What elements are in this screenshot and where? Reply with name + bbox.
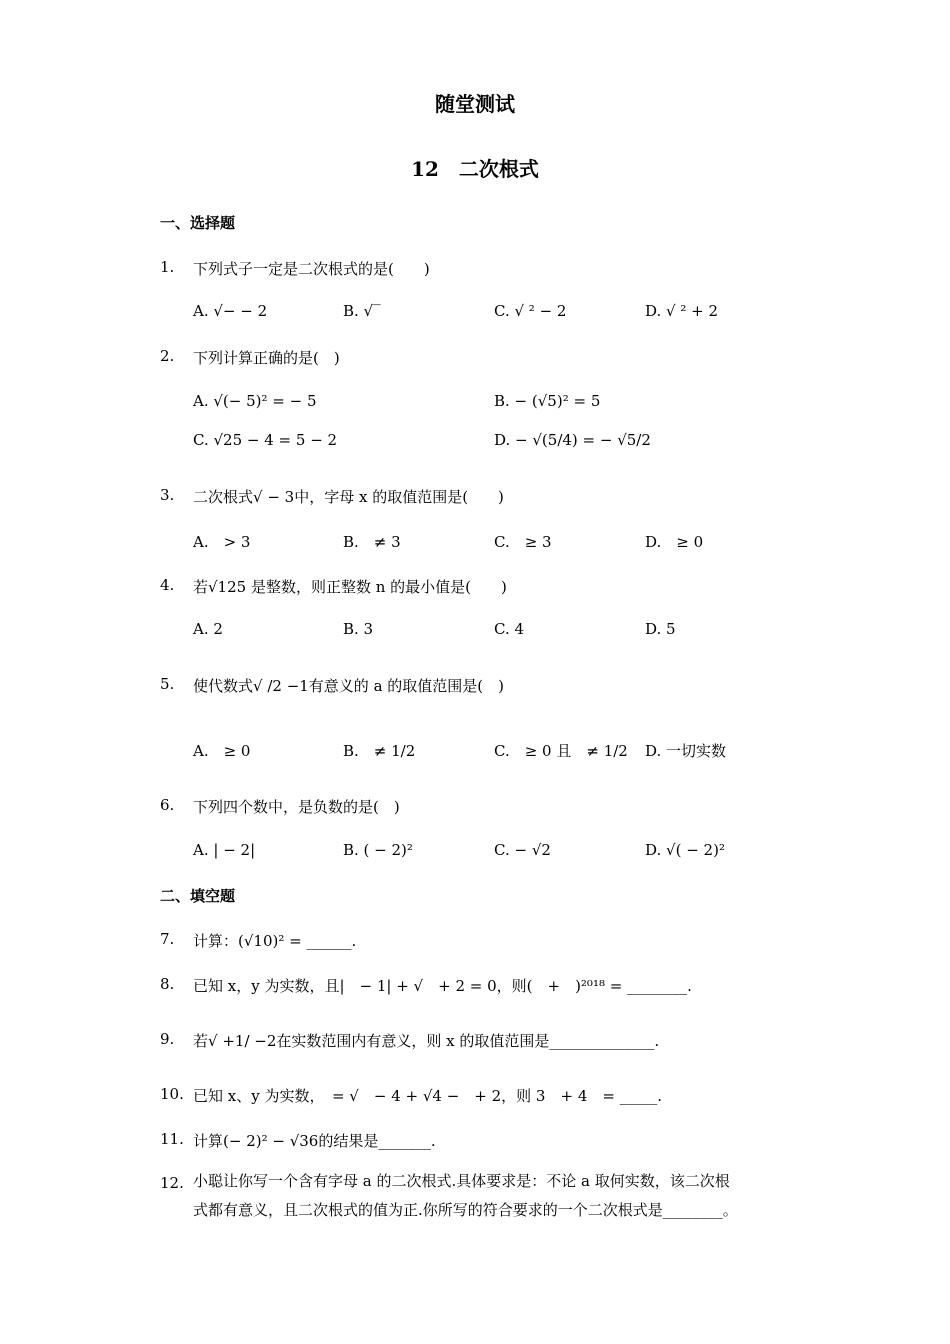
option-c: C. − √2 <box>494 841 551 859</box>
page-title: 随堂测试 <box>435 92 515 116</box>
question-number: 11. <box>160 1130 184 1148</box>
question-number: 8. <box>160 975 175 993</box>
question-text: 下列四个数中，是负数的是( ) <box>193 798 400 816</box>
option-c: C. ≥ 3 <box>494 533 552 551</box>
question-number: 6. <box>160 796 175 814</box>
option-c: C. √ ² − 2 <box>494 302 567 320</box>
option-c: C. 4 <box>494 620 525 638</box>
question-number: 10. <box>160 1085 184 1103</box>
question-text: 计算(− 2)² − √36的结果是_______. <box>193 1132 436 1150</box>
question-number: 12. <box>160 1174 184 1192</box>
question-text: 下列计算正确的是( ) <box>193 349 340 367</box>
section-heading-choice: 一、选择题 <box>160 214 236 232</box>
question-number: 5. <box>160 675 175 693</box>
question-text: 使代数式√ /2 −1有意义的 a 的取值范围是( ) <box>193 677 504 695</box>
question-text: 若√125 是整数，则正整数 n 的最小值是( ) <box>193 578 507 596</box>
option-b: B. 3 <box>343 620 374 638</box>
question-number: 7. <box>160 930 175 948</box>
question-text-line: 式都有意义，且二次根式的值为正.你所写的符合要求的一个二次根式是________。 <box>193 1201 738 1219</box>
question-text: 二次根式√ − 3中，字母 x 的取值范围是( ) <box>193 488 504 506</box>
option-a: A. | − 2| <box>193 841 256 859</box>
question-number: 3. <box>160 486 175 504</box>
question-number: 4. <box>160 576 175 594</box>
option-b: B. ( − 2)² <box>343 841 413 859</box>
question-text: 已知 x、y 为实数， = √ − 4 + √4 − + 2，则 3 + 4 = _____. <box>193 1087 662 1105</box>
question-text: 计算：(√10)² = ______. <box>193 932 357 950</box>
section-heading-fill: 二、填空题 <box>160 887 236 905</box>
question-number: 1. <box>160 258 175 276</box>
option-c: C. √25 − 4 = 5 − 2 <box>193 431 338 449</box>
option-d: D. − √(5/4) = − √5/2 <box>494 431 651 449</box>
option-d: D. √ ² + 2 <box>645 302 719 320</box>
option-b: B. √‾ <box>343 302 381 320</box>
question-12-text <box>193 1167 793 1225</box>
question-text: 下列式子一定是二次根式的是( ) <box>193 260 430 278</box>
option-a: A. √− − 2 <box>193 302 268 320</box>
option-d: D. 5 <box>645 620 676 638</box>
option-d: D. 一切实数 <box>645 742 727 760</box>
option-a: A. √(− 5)² = − 5 <box>193 392 317 410</box>
question-text-line: 小聪让你写一个含有字母 a 的二次根式.具体要求是：不论 a 取何实数，该二次根 <box>193 1172 730 1190</box>
question-text: 若√ +1/ −2在实数范围内有意义，则 x 的取值范围是______________. <box>193 1032 660 1050</box>
option-a: A. 2 <box>193 620 223 638</box>
option-a: A. ≥ 0 <box>193 742 251 760</box>
option-b: B. ≠ 3 <box>343 533 401 551</box>
option-a: A. > 3 <box>193 533 251 551</box>
option-d: D. ≥ 0 <box>645 533 704 551</box>
option-d: D. √( − 2)² <box>645 841 725 859</box>
question-number: 9. <box>160 1030 175 1048</box>
option-b: B. − (√5)² = 5 <box>494 392 601 410</box>
option-c: C. ≥ 0 且 ≠ 1/2 <box>494 742 628 760</box>
question-number: 2. <box>160 347 175 365</box>
page-subtitle: 12 二次根式 <box>411 157 539 181</box>
question-text: 已知 x，y 为实数，且| − 1| + √ + 2 = 0，则( + )²⁰¹⁸ = ________. <box>193 977 692 995</box>
option-b: B. ≠ 1/2 <box>343 742 416 760</box>
